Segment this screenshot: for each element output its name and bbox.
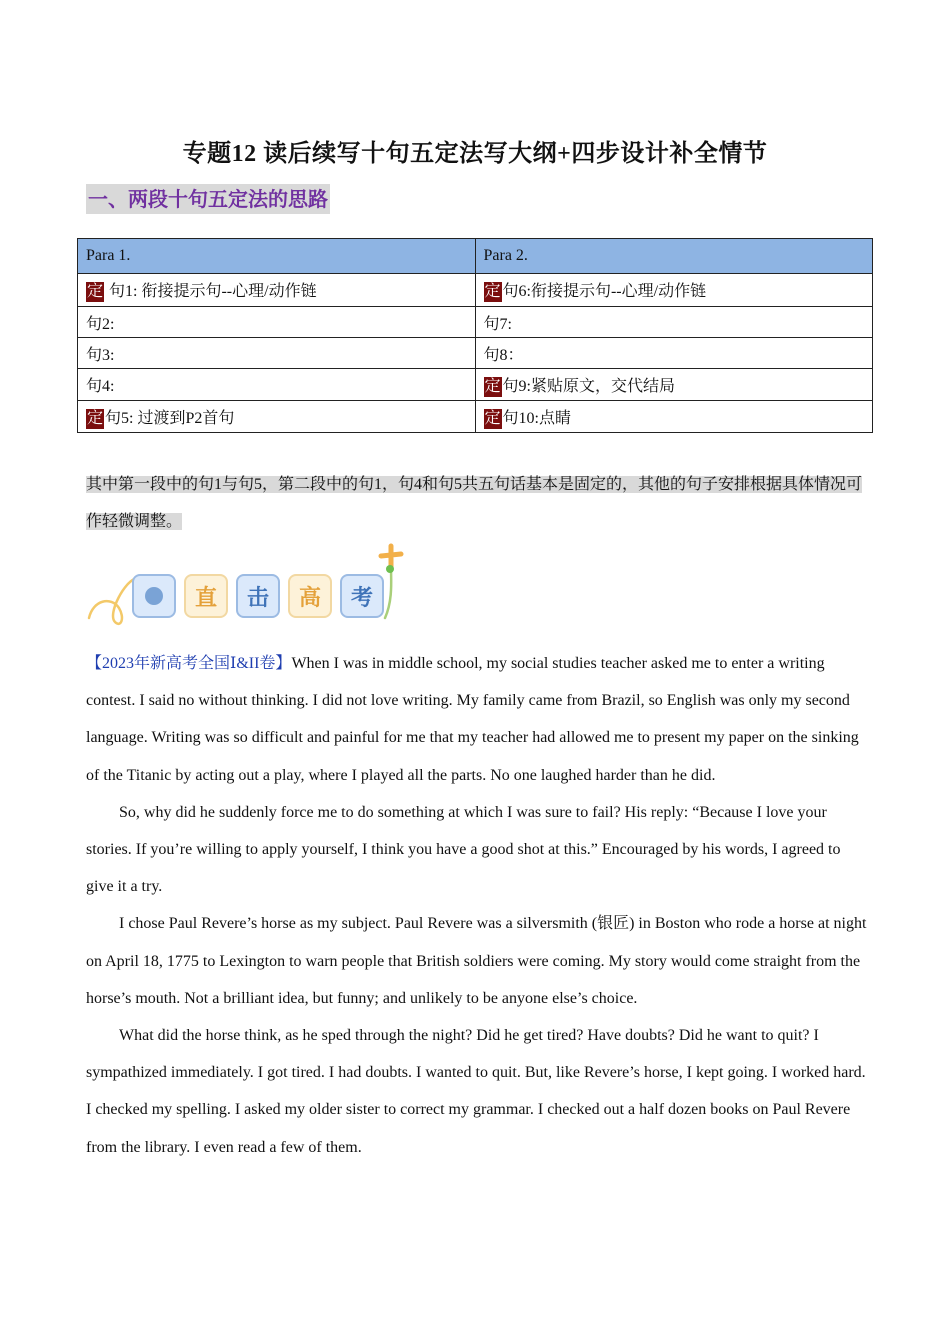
table-cell: [475, 274, 873, 307]
cell-text: 句3:: [86, 346, 115, 364]
cell-text: 句2:: [86, 315, 115, 333]
table-cell: [475, 338, 873, 369]
passage-paragraph: What did the horse think, as he sped through the night? Did he get tired? Have doubts? Did he want to quit? I sympathized immediately. I got tired. I had doubts. I wanted to quit. But, like Revere’s horse, I kept going. I worked hard. I checked my spelling. I asked my older sister to correct my grammar. I checked out a half dozen books on Paul Revere from the library. I even read a few of them.: [86, 1027, 866, 1156]
table-cell: [78, 401, 476, 433]
paragraph-text: When I was in middle school, my social studies teacher asked me to enter a writing contest. I said no without thinking. I did not love writing. My family came from Brazil, so English was only my second language. Writing was so difficult and painful for me that my teacher had allowed me to present my paper on the sinking of the Titanic by acting out a play, where I played all the parts. No one laughed harder than he did.: [86, 655, 859, 784]
banner-circle-tile: [132, 574, 176, 618]
header-para2: Para 2.: [475, 239, 873, 274]
cell-text: 句7:: [483, 315, 512, 333]
fixed-badge: 定: [484, 377, 501, 395]
banner-tile: 考: [340, 574, 384, 618]
cell-text: 句8：: [483, 346, 524, 364]
passage-paragraph: [86, 645, 868, 794]
circle-icon: [145, 587, 163, 605]
fixed-badge: 定: [87, 409, 104, 427]
fixed-badge: 定: [87, 283, 104, 300]
outline-table: [77, 238, 873, 433]
table-cell: [78, 338, 476, 369]
note-text: 其中第一段中的句1与句5，第二段中的句1，句4和句5共五句话基本是固定的，其他的句子安排根据具体情况可作轻微调整。: [86, 476, 863, 530]
table-row: [78, 369, 873, 401]
passage: [86, 645, 868, 1166]
passage-paragraph: I chose Paul Revere’s horse as my subject. Paul Revere was a silversmith (银匠) in Boston who rode a horse at night on April 18, 1775 to Lexington to warn people that British soldiers were coming. My story would come straight from the horse’s mouth. Not a brilliant idea, but funny; and unlikely to be anyone else’s choice.: [86, 915, 867, 1007]
cell-text: 句6:衔接提示句--心理/动作链: [502, 283, 707, 300]
cell-text: 句1: 衔接提示句--心理/动作链: [105, 283, 317, 300]
table-cell: [475, 307, 873, 338]
section-heading: 一、两段十句五定法的思路: [86, 184, 330, 214]
table-row: [78, 274, 873, 307]
table-row: [78, 307, 873, 338]
table-row: [78, 401, 873, 433]
leaf-icon: [386, 565, 394, 573]
cell-text: 句9:紧贴原文，交代结局: [502, 377, 675, 395]
banner-tile: 高: [288, 574, 332, 618]
cell-text: 句10:点睛: [502, 409, 571, 427]
fixed-badge: 定: [484, 409, 501, 427]
header-para1: Para 1.: [78, 239, 476, 274]
table-cell: [78, 369, 476, 401]
table-cell: [475, 401, 873, 433]
cell-text: 句4:: [86, 378, 115, 395]
cell-text: 句5: 过渡到P2首句: [105, 409, 235, 427]
banner-tile: 击: [236, 574, 280, 618]
table-row: [78, 338, 873, 369]
page-title: 专题12 读后续写十句五定法写大纲+四步设计补全情节: [182, 141, 768, 167]
passage-paragraph: So, why did he suddenly force me to do something at which I was sure to fail? His reply: “Because I love your stories. If you’re willing to apply yourself, I think you have a good shot at this.” Encouraged by his words, I agreed to give it a try.: [86, 803, 841, 896]
passage-source: 【2023年新高考全国Ⅰ&II卷】: [86, 655, 292, 672]
fixed-badge: 定: [484, 283, 501, 300]
note-paragraph: [86, 466, 866, 540]
sprout-icon: [381, 546, 401, 568]
stem-line-icon: [385, 568, 391, 618]
table-cell: [78, 274, 476, 307]
table-cell: [475, 369, 873, 401]
table-cell: [78, 307, 476, 338]
table-header-row: [78, 239, 873, 274]
banner-tile: 直: [184, 574, 228, 618]
